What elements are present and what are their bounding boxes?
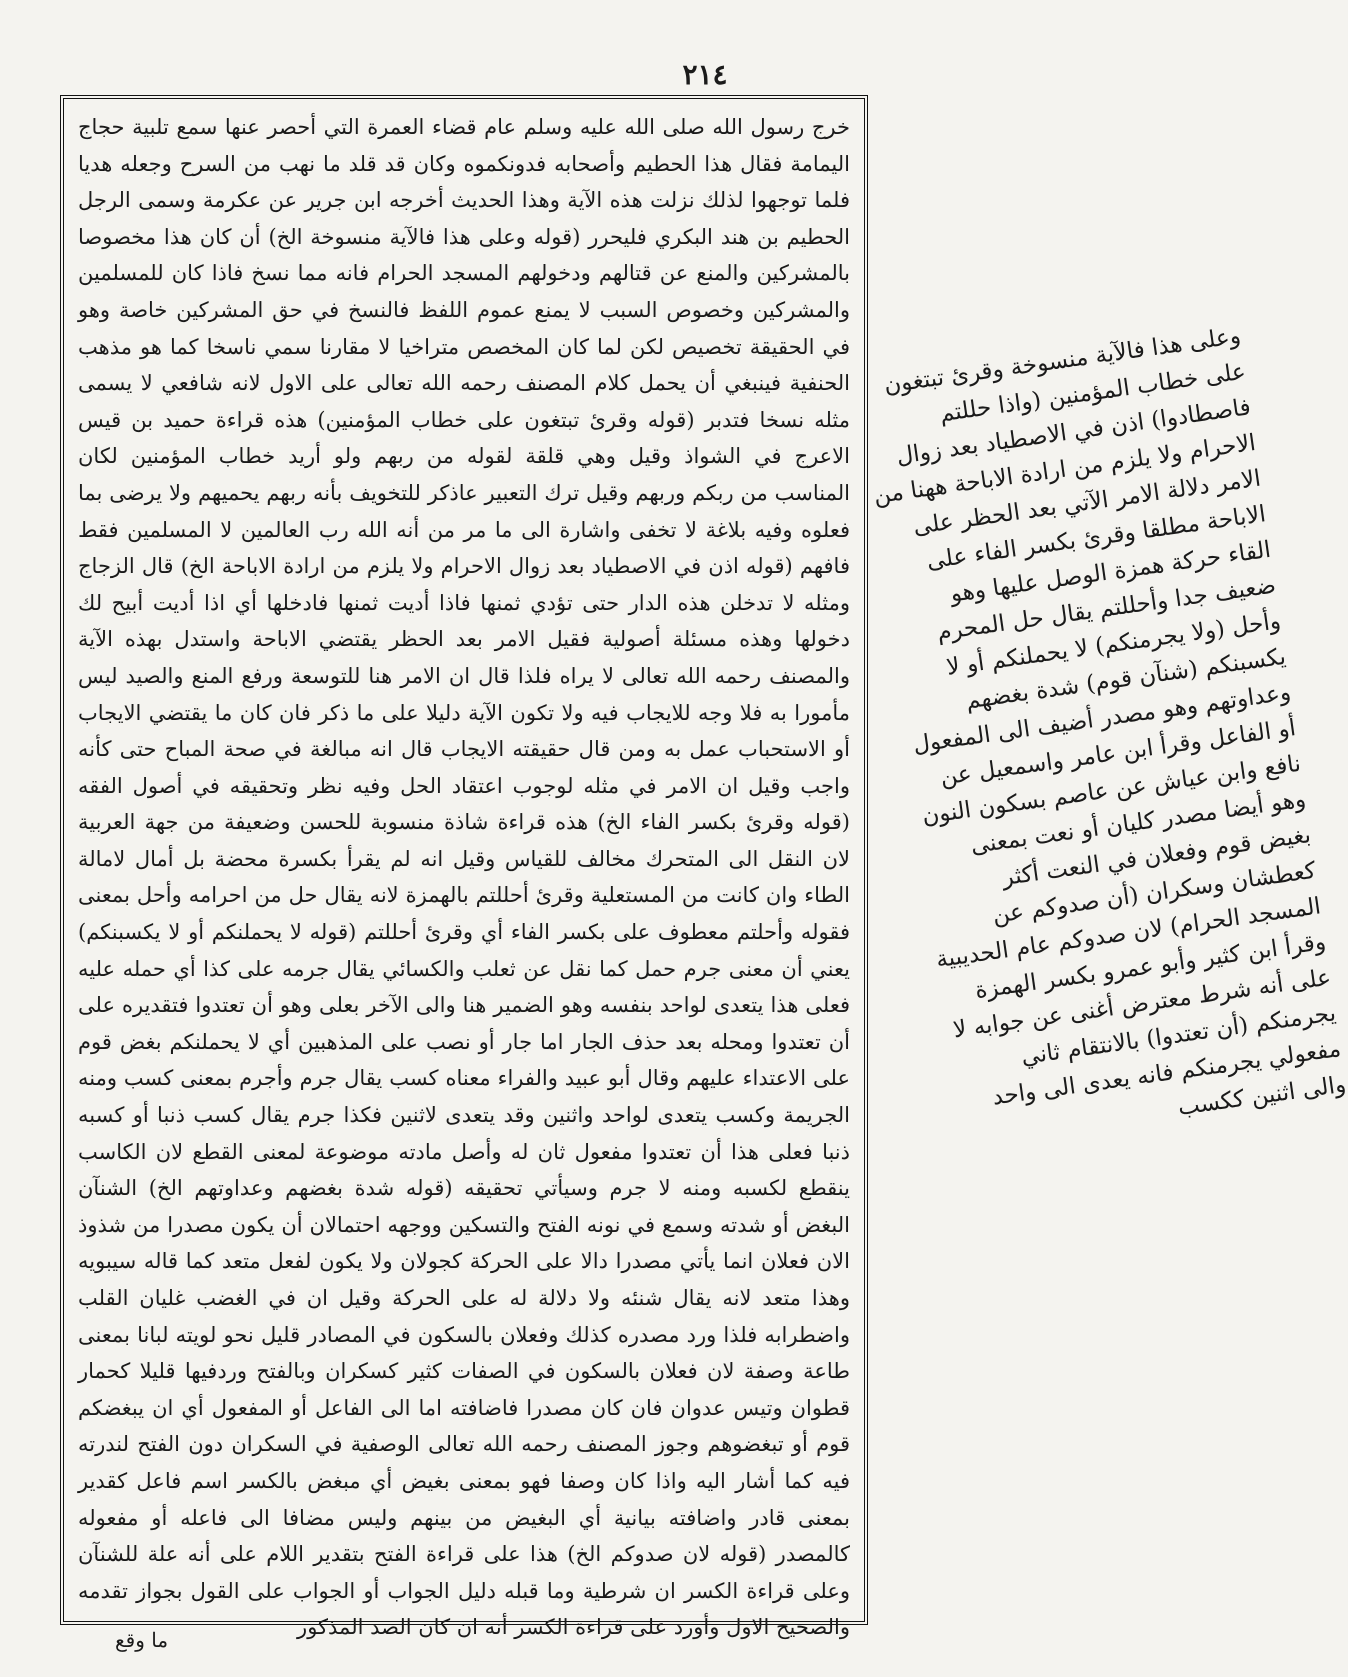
catchword: ما وقع	[115, 1628, 169, 1652]
main-commentary-text: خرج رسول الله صلى الله عليه وسلم عام قضاء العمرة التي أحصر عنها سمع تلبية حجاج اليمامة فقال هذا الحطيم وأصحابه فدونكموه وكان قد قلد ما نهب من السرح وجعله هديا فلما توجهوا لذلك نزلت هذه الآية وهذا الحديث أخرجه ابن جرير عن عكرمة وسمى الرجل الحطيم بن هند البكري فليحرر (قوله وعلى هذا فالآية منسوخة الخ) أن كان هذا مخصوصا بالمشركين والمنع عن قتالهم ودخولهم المسجد الحرام فانه مما نسخ فاذا كان للمسلمين والمشركين وخصوص السبب لا يمنع عموم اللفظ فالنسخ في حق المشركين خاصة وهو في الحقيقة تخصيص لكن لما كان المخصص متراخيا لا مقارنا سمي ناسخا كما هو مذهب الحنفية فينبغي أن يحمل كلام المصنف رحمه الله تعالى على الاول لانه شافعي لا يسمى مثله نسخا فتدبر (قوله وقرئ تبتغون على خطاب المؤمنين) هذه قراءة حميد بن قيس الاعرج في الشواذ وقيل وهي قلقة لقوله من ربهم ولو أريد خطاب المؤمنين لكان المناسب من ربكم وربهم وقيل ترك التعبير عاذكر للتخويف بأنه ربهم يحميهم ولا يرضى بما فعلوه وفيه بلاغة لا تخفى واشارة الى ما مر من أنه الله رب العالمين لا المسلمين فقط فافهم (قوله اذن في الاصطياد بعد زوال الاحرام ولا يلزم من ارادة الاباحة الخ) قال الزجاج ومثله لا تدخلن هذه الدار حتى تؤدي ثمنها فاذا أديت ثمنها فادخلها أي اذا أديت أبيح لك دخولها وهذه مسئلة أصولية فقيل الامر بعد الحظر يقتضي الاباحة واستدل بهذه الآية والمصنف رحمه الله تعالى لا يراه فلذا قال ان الامر هنا للتوسعة ورفع المنع والصيد ليس مأمورا به فلا وجه للايجاب فيه ولا تكون الآية دليلا على ما ذكر فان كان ما يقتضي الايجاب أو الاستحباب عمل به ومن قال حقيقته الايجاب قال انه مبالغة في صحة المباح حتى كأنه واجب وقيل ان الامر في مثله لوجوب اعتقاد الحل وفيه نظر وتحقيقه في أصول الفقه (قوله وقرئ بكسر الفاء الخ) هذه قراءة شاذة منسوبة للحسن وضعيفة من جهة العربية لان النقل الى المتحرك مخالف للقياس وقيل انه لم يقرأ بكسرة محضة بل أمال لامالة الطاء وان كانت من المستعلية وقرئ أحللتم بالهمزة لانه يقال حل من احرامه وأحل بمعنى فقوله وأحلتم معطوف على بكسر الفاء أي وقرئ أحللتم (قوله لا يحملنكم أو لا يكسبنكم) يعني أن معنى جرم حمل كما نقل عن ثعلب والكسائي يقال جرمه على كذا أي حمله عليه فعلى هذا يتعدى لواحد بنفسه وهو الضمير هنا والى الآخر بعلى وهو أن تعتدوا فتقديره على أن تعتدوا ومحله بعد حذف الجار اما جار أو نصب على المذهبين أي لا يحملنكم بغض قوم على الاعتداء عليهم وقال أبو عبيد والفراء معناه كسب يقال جرم وأجرم بمعنى كسب ومنه الجريمة وكسب يتعدى لواحد واثنين وقد يتعدى لاثنين فكذا جرم يقال كسب ذنبا أو كسبه ذنبا فعلى هذا أن تعتدوا مفعول ثان له وأصل مادته موضوعة لمعنى القطع لان الكاسب ينقطع لكسبه ومنه لا جرم وسيأتي تحقيقه (قوله شدة بغضهم وعداوتهم الخ) الشنآن البغض أو شدته وسمع في نونه الفتح والتسكين ووجهه احتمالان أن يكون مصدرا من شذوذ الان فعلان انما يأتي مصدرا دالا على الحركة كجولان ولا يكون لفعل متعد كما قاله سيبويه وهذا متعد لانه يقال شنئه ولا دلالة له على الحركة وقيل ان في الغضب غليان القلب واضطرابه فلذا ورد مصدره كذلك وفعلان بالسكون في المصادر قليل نحو لويته لبانا بمعنى طاعة وصفة لان فعلان بالسكون في الصفات كثير كسكران وبالفتح وردفيها قليلا كحمار قطوان وتيس عدوان فان كان مصدرا فاضافته اما الى الفاعل أو المفعول أي ان يبغضكم قوم أو تبغضوهم وجوز المصنف رحمه الله تعالى الوصفية في السكران دون الفتح لندرته فيه كما أشار اليه واذا كان وصفا فهو بمعنى بغيض أي مبغض بالكسر اسم فاعل كقدير بمعنى قادر واضافته بيانية أي البغيض من بينهم وليس مضافا الى فاعله أو مفعوله كالمصدر (قوله لان صدوكم الخ) هذا على قراءة الفتح بتقدير اللام على أنه علة للشنآن وعلى قراءة الكسر ان شرطية وما قبله دليل الجواب أو الجواب على القول بجواز تقدمه والصحيح الاول وأورد على قراءة الكسر أنه ان كان الصد المذكور	[78, 115, 850, 1640]
page-number: ٢١٤	[682, 58, 728, 91]
margin-note: وعلى هذا فالآية منسوخة وقرئ تبتغون على خطاب المؤمنين (واذا حللتم فاصطادوا) اذن في الاصطياد بعد زوال الاحرام ولا يلزم من ارادة الاباحة ههنا من الامر دلالة الامر الآتي بعد الحظر على الاباحة مطلقا وقرئ بكسر الفاء على القاء حركة همزة الوصل عليها وهو ضعيف جدا وأحللتم يقال حل المحرم وأحل (ولا يجرمنكم) لا يحملنكم أو لا يكسبنكم (شنآن قوم) شدة بغضهم وعداوتهم وهو مصدر أضيف الى المفعول أو الفاعل وقرأ ابن عامر واسمعيل عن نافع وابن عياش عن عاصم بسكون النون وهو أيضا مصدر كليان أو نعت بمعنى بغيض قوم وفعلان في النعت أكثر كعطشان وسكران (أن صدوكم عن المسجد الحرام) لان صدوكم عام الحديبية وقرأ ابن كثير وأبو عمرو بكسر الهمزة على أنه شرط معترض أغنى عن جوابه لا يجرمنكم (أن تعتدوا) بالانتقام ثاني مفعولي يجرمنكم فانه يعدى الى واحد والى اثنين ككسب	[872, 322, 1348, 1121]
